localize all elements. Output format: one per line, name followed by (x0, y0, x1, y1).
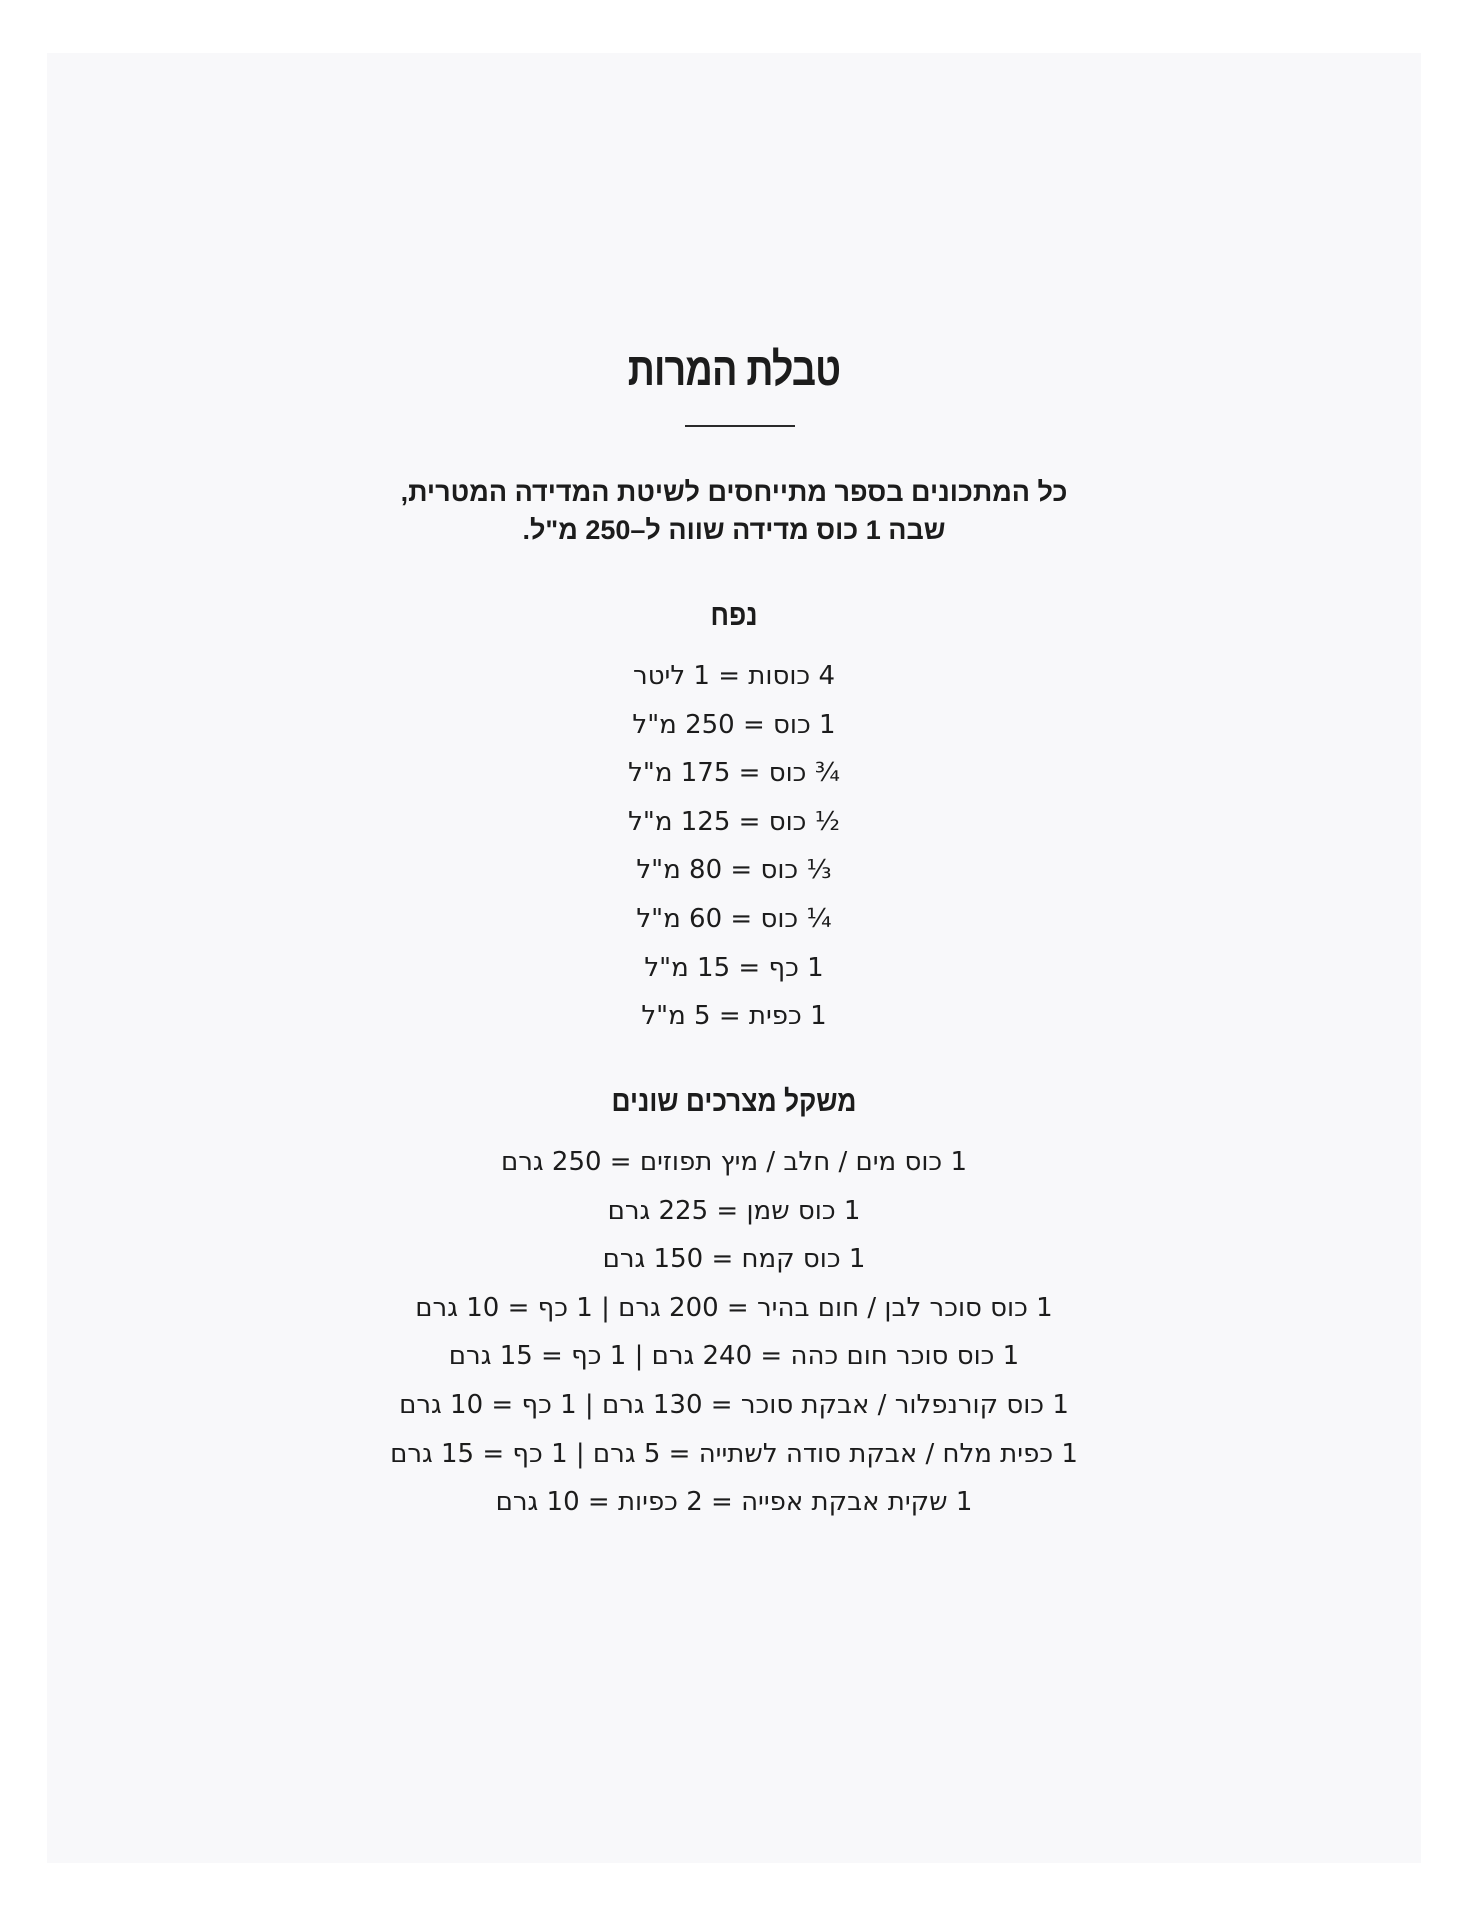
list-item: ¾ כוס = 175 מ"ל (628, 758, 840, 789)
list-item: 1 כוס קורנפלור / אבקת סוכר = 130 גרם | 1 כף = 10 גרם (399, 1389, 1069, 1420)
page-title: טבלת המרות (627, 343, 841, 395)
list-item: ½ כוס = 125 מ"ל (628, 806, 840, 837)
volume-conversion-list (47, 652, 1421, 1041)
list-item: 1 כף = 15 מ"ל (644, 952, 824, 983)
list-item: 4 כוסות = 1 ליטר (633, 661, 835, 691)
section-title-weight: משקל מצרכים שונים (611, 1085, 857, 1118)
list-item: 1 כוס מים / חלב / מיץ תפוזים = 250 גרם (500, 1147, 967, 1177)
intro-line-1: כל המתכונים בספר מתייחסים לשיטת המדידה המטרית, (400, 477, 1068, 507)
list-item: 1 כוס = 250 מ"ל (632, 709, 836, 740)
title-divider (685, 425, 795, 427)
list-item: 1 כוס סוכר לבן / חום בהיר = 200 גרם | 1 כף = 10 גרם (415, 1292, 1053, 1323)
list-item: ¼ כוס = 60 מ"ל (636, 903, 832, 934)
list-item: 1 כוס שמן = 225 גרם (607, 1195, 861, 1226)
list-item: 1 כפית מלח / אבקת סודה לשתייה = 5 גרם | 1 כף = 15 גרם (390, 1438, 1078, 1469)
document-page (47, 53, 1421, 1863)
intro-line-2: שבה 1 כוס מדידה שווה ל–250 מ"ל. (522, 515, 946, 545)
list-item: ⅓ כוס = 80 מ"ל (636, 855, 832, 886)
section-title-volume: נפח (710, 599, 758, 632)
intro-paragraph (47, 473, 1421, 549)
list-item: 1 כוס סוכר חום כהה = 240 גרם | 1 כף = 15 גרם (448, 1341, 1020, 1372)
list-item: 1 כפית = 5 מ"ל (641, 1001, 827, 1032)
list-item: 1 שקית אבקת אפייה = 2 כפיות = 10 גרם (495, 1487, 973, 1518)
list-item: 1 כוס קמח = 150 גרם (602, 1244, 866, 1275)
weight-conversion-list (47, 1138, 1421, 1527)
